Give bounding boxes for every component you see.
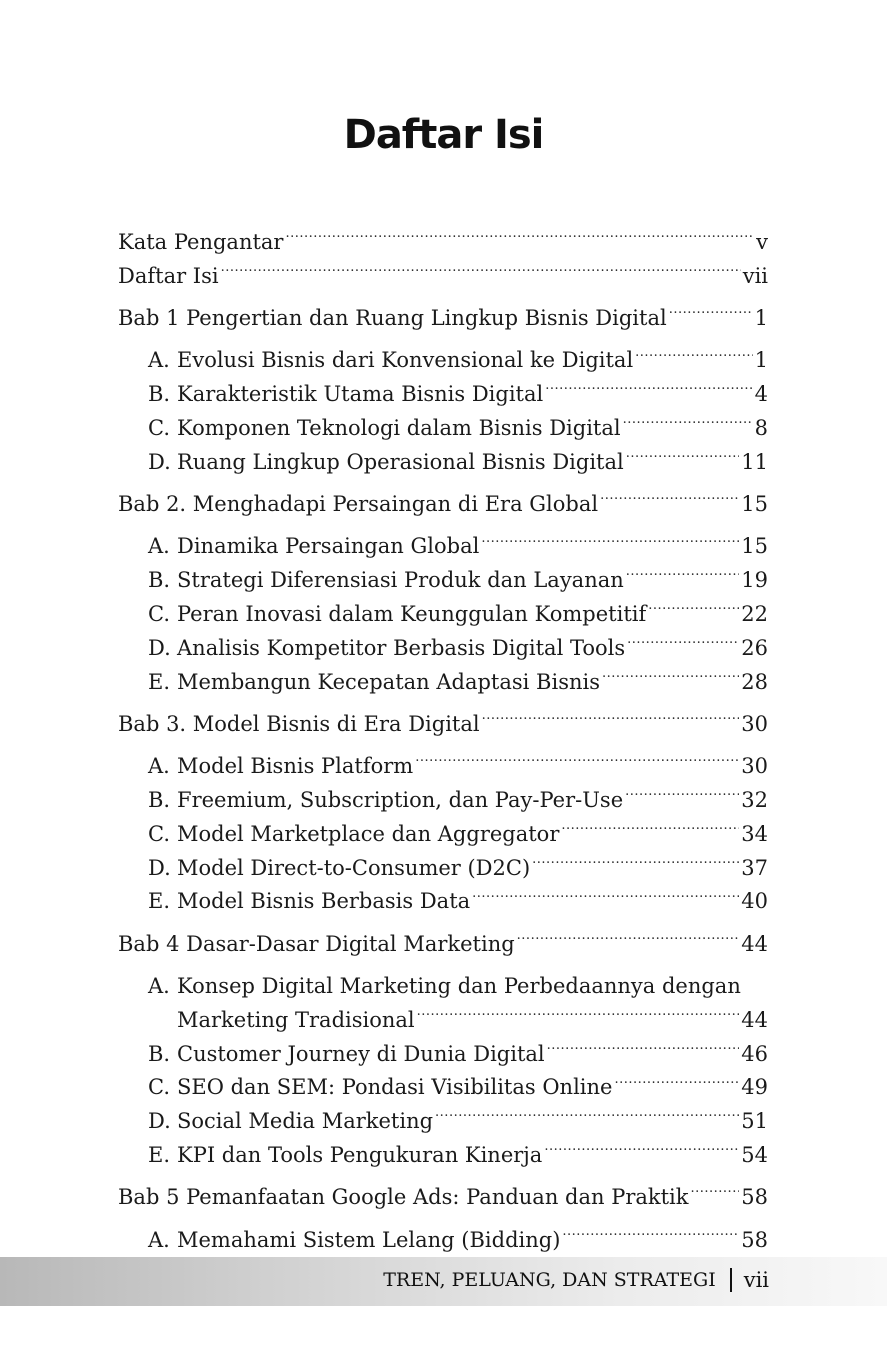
toc-page-number: 15	[741, 492, 768, 517]
dot-leader	[623, 414, 753, 435]
toc-entry-title: Strategi Diferensiasi Produk dan Layanan	[177, 568, 624, 593]
toc-entry-letter: B.	[148, 787, 171, 812]
toc-entry	[118, 632, 768, 666]
toc-page-number: 8	[754, 415, 768, 440]
dot-leader	[627, 634, 739, 655]
toc-entry	[118, 928, 768, 962]
toc-entry-title: Kata Pengantar	[118, 230, 284, 254]
toc-page-number: 44	[741, 931, 768, 956]
dot-leader	[626, 448, 740, 469]
page-title: Daftar Isi	[343, 112, 544, 158]
toc-page-number: 19	[741, 568, 768, 593]
toc-entry-title: Bab 1 Pengertian dan Ruang Lingkup Bisnis Digital	[118, 306, 667, 331]
toc-entry	[118, 598, 768, 632]
toc-entry-letter: A.	[148, 973, 170, 998]
dot-leader	[481, 532, 739, 553]
toc-entry-letter: E.	[148, 669, 171, 694]
toc-page-number: 26	[741, 635, 768, 660]
toc-entry-letter: C.	[148, 601, 170, 626]
toc-entry	[118, 446, 768, 480]
toc-entry-letter: B.	[148, 1041, 171, 1066]
footer-separator	[730, 1268, 732, 1292]
toc-page-number: 58	[741, 1227, 768, 1252]
toc-entry-title: Customer Journey di Dunia Digital	[177, 1041, 545, 1066]
toc-entry	[118, 1071, 768, 1105]
toc-page-number: 46	[741, 1041, 768, 1066]
dot-leader	[544, 1141, 739, 1162]
dot-leader	[435, 1107, 739, 1128]
dot-leader	[417, 1006, 740, 1027]
dot-leader	[648, 600, 739, 621]
dot-leader	[472, 887, 739, 908]
toc-entry-title: Model Bisnis Berbasis Data	[177, 889, 471, 914]
toc-page-number: 28	[741, 669, 768, 694]
toc-page-number: 1	[754, 306, 768, 331]
toc-page-number: v	[756, 230, 768, 254]
toc-page-number: 4	[754, 382, 768, 407]
dot-leader	[517, 930, 740, 951]
toc-entry-letter: E.	[148, 1142, 171, 1167]
page-footer	[0, 1257, 887, 1306]
toc-entry-letter: D.	[148, 449, 171, 474]
toc-entry	[118, 750, 768, 784]
toc-page-number: 49	[741, 1075, 768, 1100]
dot-leader	[561, 820, 739, 841]
toc-entry-letter: D.	[148, 1109, 171, 1134]
toc-page-number: 58	[741, 1185, 768, 1210]
toc-entry-letter: D.	[148, 635, 171, 660]
toc-entry-title: Peran Inovasi dalam Keunggulan Kompetitif	[177, 601, 647, 626]
toc-entry-title: SEO dan SEM: Pondasi Visibilitas Online	[177, 1075, 613, 1100]
toc-entry-title: Konsep Digital Marketing dan Perbedaannya dengan	[177, 973, 741, 998]
toc-entry-title: Dinamika Persaingan Global	[177, 534, 480, 559]
toc-entry	[118, 1139, 768, 1173]
dot-leader	[562, 1226, 739, 1247]
toc-entry-title: Social Media Marketing	[177, 1109, 434, 1134]
running-title: TREN, PELUANG, DAN STRATEGI	[383, 1269, 716, 1291]
dot-leader	[221, 262, 741, 283]
dot-leader	[545, 380, 752, 401]
toc-page-number: 1	[754, 348, 768, 373]
toc-page-number: 15	[741, 534, 768, 559]
toc-entry-letter: C.	[148, 415, 170, 440]
dot-leader	[614, 1073, 739, 1094]
toc-entry-title: Model Marketplace dan Aggregator	[177, 821, 560, 846]
toc-entry	[118, 564, 768, 598]
toc-entry	[118, 226, 768, 260]
toc-entry	[118, 260, 768, 294]
toc-page-number: 37	[741, 855, 768, 880]
toc-entry	[118, 970, 768, 1004]
dot-leader	[669, 304, 753, 325]
toc-entry-title: Ruang Lingkup Operasional Bisnis Digital	[177, 449, 624, 474]
toc-entry	[118, 1181, 768, 1215]
dot-leader	[415, 752, 739, 773]
toc-entry	[118, 1004, 768, 1038]
toc-entry-letter: A.	[148, 348, 170, 373]
dot-leader	[532, 854, 739, 875]
toc-entry-title: Freemium, Subscription, dan Pay-Per-Use	[177, 787, 624, 812]
table-of-contents	[118, 226, 768, 1257]
toc-entry-title: Karakteristik Utama Bisnis Digital	[177, 382, 544, 407]
dot-leader	[691, 1183, 740, 1204]
toc-entry-title: Bab 5 Pemanfaatan Google Ads: Panduan dan Praktik	[118, 1185, 689, 1210]
toc-entry-title: Bab 3. Model Bisnis di Era Digital	[118, 711, 480, 736]
toc-entry-title-continued: Marketing Tradisional	[177, 1007, 415, 1032]
toc-entry-letter: D.	[148, 855, 171, 880]
toc-entry	[118, 488, 768, 522]
toc-entry	[118, 885, 768, 919]
toc-entry-title: Daftar Isi	[118, 263, 219, 288]
toc-entry-title: Memahami Sistem Lelang (Bidding)	[177, 1227, 561, 1252]
toc-entry-letter: C.	[148, 821, 170, 846]
footer-page-number: vii	[743, 1268, 769, 1292]
toc-entry	[118, 530, 768, 564]
toc-page-number: 34	[741, 821, 768, 846]
toc-entry-title: Bab 4 Dasar-Dasar Digital Marketing	[118, 931, 515, 956]
toc-entry	[118, 708, 768, 742]
toc-entry-letter: A.	[148, 754, 170, 779]
toc-page-number: 30	[741, 754, 768, 779]
toc-entry-title: Membangun Kecepatan Adaptasi Bisnis	[177, 669, 601, 694]
toc-entry	[118, 412, 768, 446]
toc-entry	[118, 666, 768, 700]
toc-entry-letter: A.	[148, 534, 170, 559]
dot-leader	[285, 228, 754, 249]
toc-entry	[118, 344, 768, 378]
toc-page-number: 54	[741, 1142, 768, 1167]
dot-leader	[600, 490, 739, 511]
toc-entry	[118, 1038, 768, 1072]
toc-page-number: 40	[741, 889, 768, 914]
toc-entry-letter: C.	[148, 1075, 170, 1100]
dot-leader	[626, 566, 739, 587]
toc-entry-letter: A.	[148, 1227, 170, 1252]
toc-entry-letter: B.	[148, 382, 171, 407]
toc-entry-letter: B.	[148, 568, 171, 593]
dot-leader	[547, 1040, 740, 1061]
toc-page-number: 44	[741, 1007, 768, 1032]
toc-page-number: vii	[742, 263, 768, 288]
toc-entry-title: Evolusi Bisnis dari Konvensional ke Digital	[177, 348, 634, 373]
toc-entry	[118, 378, 768, 412]
dot-leader	[602, 668, 739, 689]
toc-entry-title: Model Direct-to-Consumer (D2C)	[177, 855, 531, 880]
dot-leader	[635, 346, 752, 367]
dot-leader	[625, 786, 739, 807]
toc-entry-title: Komponen Teknologi dalam Bisnis Digital	[177, 415, 621, 440]
toc-entry-title: Analisis Kompetitor Berbasis Digital Tools	[177, 635, 626, 660]
toc-page-number: 22	[741, 601, 768, 626]
toc-entry-title: Bab 2. Menghadapi Persaingan di Era Global	[118, 492, 599, 517]
toc-entry	[118, 818, 768, 852]
toc-entry-title: Model Bisnis Platform	[177, 754, 414, 779]
toc-entry	[118, 302, 768, 336]
toc-page-number: 51	[741, 1109, 768, 1134]
dot-leader	[482, 710, 740, 731]
toc-entry-title: KPI dan Tools Pengukuran Kinerja	[177, 1142, 543, 1167]
toc-entry	[118, 852, 768, 886]
toc-entry	[118, 784, 768, 818]
toc-page-number: 11	[741, 449, 768, 474]
toc-entry	[118, 1105, 768, 1139]
toc-page-number: 30	[741, 711, 768, 736]
footer-text	[383, 1268, 769, 1292]
toc-page-number: 32	[741, 787, 768, 812]
toc-entry	[118, 1224, 768, 1258]
toc-entry-letter: E.	[148, 889, 171, 914]
